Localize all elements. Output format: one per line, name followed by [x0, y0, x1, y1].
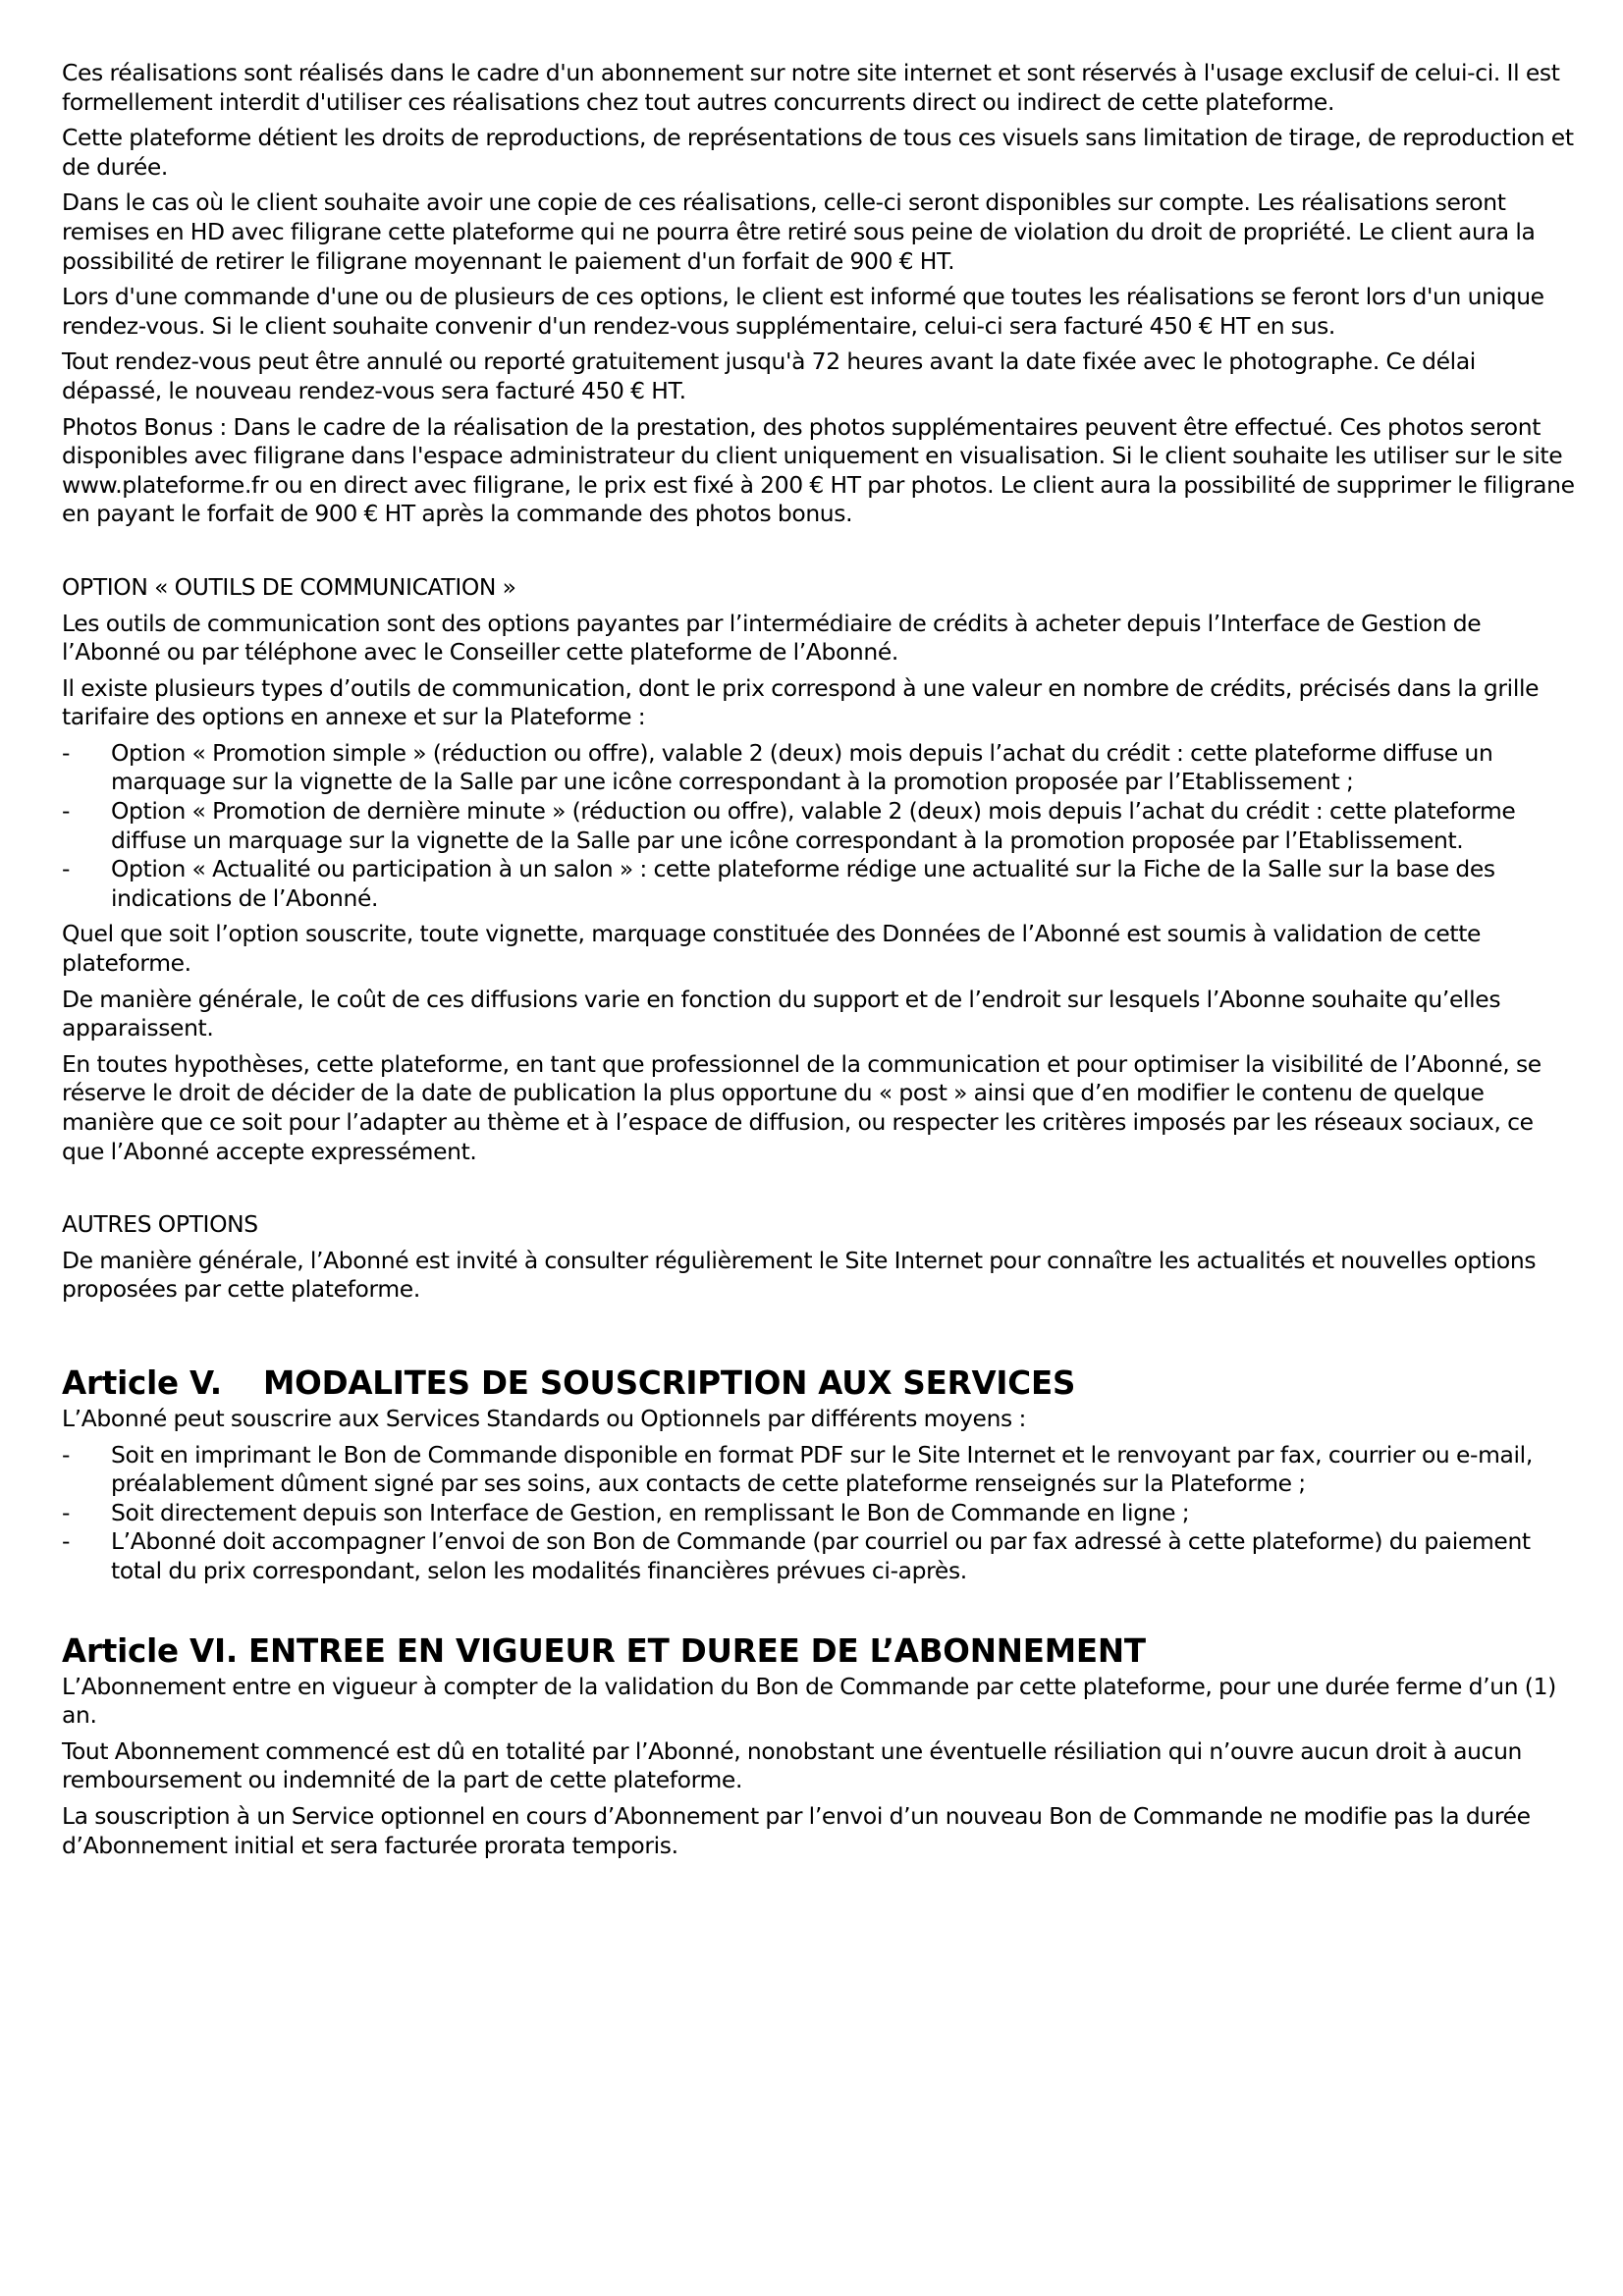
bullet-dash: -: [62, 1440, 71, 1468]
communication-options-list: [62, 739, 1579, 914]
paragraph-souscription-intro: L’Abonné peut souscrire aux Services Standards ou Optionnels par différents moyens :: [62, 1404, 1026, 1432]
paragraph-copie-realisations: Dans le cas où le client souhaite avoir une copie de ces réalisations, celle-ci seront disponibles sur compte. Les réalisations seront remises en HD avec filigrane cette plateforme qui ne pourra être retiré sous peine de violation du droit de propriété. Le client aura la possibilité de retirer le filigrane moyennant le paiement d'un forfait de 900 € HT.: [62, 188, 1536, 275]
paragraph-photos-bonus: Photos Bonus : Dans le cadre de la réalisation de la prestation, des photos supplémentaires peuvent être effectué. Ces photos seront disponibles avec filigrane dans l'espace administrateur du client uniquement en visualisation. Si le client souhaite les utiliser sur le site www.plateforme.fr ou en direct avec filigrane, le prix est fixé à 200 € HT par photos. Le client aura la possibilité de supprimer le filigrane en payant le forfait de 900 € HT après la commande des photos bonus.: [62, 412, 1575, 528]
article-number: Article V.: [62, 1363, 222, 1402]
article-vi-heading: [62, 1632, 1579, 1670]
list-item-text: Option « Actualité ou participation à un salon » : cette plateforme rédige une actualité sur la Fiche de la Salle sur la base des indications de l’Abonné.: [111, 855, 1495, 912]
list-item-text: Soit en imprimant le Bon de Commande disponible en format PDF sur le Site Internet et le renvoyant par fax, courrier ou e-mail, préalablement dûment signé par ses soins, aux contacts de cette plateforme renseignés sur la Plateforme ;: [111, 1440, 1533, 1498]
bullet-dash: -: [62, 738, 71, 767]
paragraph-service-optionnel: La souscription à un Service optionnel en cours d’Abonnement par l’envoi d’un nouveau Bon de Commande ne modifie pas la durée d’Abonnement initial et sera facturée prorata temporis.: [62, 1801, 1531, 1859]
list-item: [62, 1441, 1579, 1499]
document-page: [62, 59, 1579, 1867]
list-item: [62, 855, 1579, 913]
paragraph-abonnement-du: Tout Abonnement commencé est dû en totalité par l’Abonné, nonobstant une éventuelle résiliation qui n’ouvre aucun droit à aucun remboursement ou indemnité de la part de cette plateforme.: [62, 1736, 1523, 1794]
paragraph-annulation-rendez-vous: Tout rendez-vous peut être annulé ou reporté gratuitement jusqu'à 72 heures avant la date fixée avec le photographe. Ce délai dépassé, le nouveau rendez-vous sera facturé 450 € HT.: [62, 347, 1476, 404]
list-item: [62, 1527, 1579, 1585]
article-title: MODALITES DE SOUSCRIPTION AUX SERVICES: [263, 1363, 1076, 1402]
article-title: ENTREE EN VIGUEUR ET DUREE DE L’ABONNEMENT: [248, 1631, 1146, 1670]
section-label-outils-communication: OPTION « OUTILS DE COMMUNICATION »: [62, 572, 516, 601]
section-label-autres-options: AUTRES OPTIONS: [62, 1210, 258, 1239]
souscription-methods-list: [62, 1441, 1579, 1586]
paragraph-outils-payants: Les outils de communication sont des options payantes par l’intermédiaire de crédits à acheter depuis l’Interface de Gestion de l’Abonné ou par téléphone avec le Conseiller cette plateforme de l’Abonné.: [62, 609, 1482, 667]
paragraph-entree-vigueur: L’Abonnement entre en vigueur à compter de la validation du Bon de Commande par cette plateforme, pour une durée ferme d’un (1) an.: [62, 1672, 1556, 1730]
paragraph-rendez-vous-unique: Lors d'une commande d'une ou de plusieurs de ces options, le client est informé que toutes les réalisations se feront lors d'un unique rendez-vous. Si le client souhaite convenir d'un rendez-vous supplémentaire, celui-ci sera facturé 450 € HT en sus.: [62, 283, 1544, 340]
bullet-dash: -: [62, 1498, 71, 1526]
list-item-text: Option « Promotion simple » (réduction ou offre), valable 2 (deux) mois depuis l’achat du crédit : cette plateforme diffuse un marquage sur la vignette de la Salle par une icône correspondant à la promotion proposée par l’Etablissement ;: [111, 738, 1493, 796]
bullet-dash: -: [62, 1527, 71, 1556]
article-number: Article VI.: [62, 1631, 239, 1670]
paragraph-cout-diffusions: De manière générale, le coût de ces diffusions varie en fonction du support et de l’endroit sur lesquels l’Abonne souhaite qu’elles apparaissent.: [62, 985, 1501, 1042]
list-item: [62, 1499, 1579, 1528]
bullet-dash: -: [62, 797, 71, 826]
list-item: [62, 797, 1579, 855]
article-v-heading: [62, 1364, 1579, 1402]
list-item-text: Soit directement depuis son Interface de Gestion, en remplissant le Bon de Commande en ligne ;: [111, 1498, 1190, 1526]
list-item-text: Option « Promotion de dernière minute » (réduction ou offre), valable 2 (deux) mois depuis l’achat du crédit : cette plateforme diffuse un marquage sur la vignette de la Salle par une icône correspondant à la promotion proposée par l’Etablissement.: [111, 797, 1516, 854]
paragraph-usage-exclusif: Ces réalisations sont réalisés dans le cadre d'un abonnement sur notre site internet et sont réservés à l'usage exclusif de celui-ci. Il est formellement interdit d'utiliser ces réalisations chez tout autres concurrents direct ou indirect de cette plateforme.: [62, 59, 1560, 116]
paragraph-droits-reproduction: Cette plateforme détient les droits de reproductions, de représentations de tous ces visuels sans limitation de tirage, de reproduction et de durée.: [62, 124, 1574, 181]
paragraph-types-outils: Il existe plusieurs types d’outils de communication, dont le prix correspond à une valeur en nombre de crédits, précisés dans la grille tarifaire des options en annexe et sur la Plateforme :: [62, 673, 1540, 731]
paragraph-autres-options: De manière générale, l’Abonné est invité à consulter régulièrement le Site Internet pour connaître les actualités et nouvelles options proposées par cette plateforme.: [62, 1246, 1537, 1304]
list-item-text: L’Abonné doit accompagner l’envoi de son Bon de Commande (par courriel ou par fax adressé à cette plateforme) du paiement total du prix correspondant, selon les modalités financières prévues ci-après.: [111, 1527, 1531, 1584]
list-item: [62, 739, 1579, 797]
paragraph-toutes-hypotheses: En toutes hypothèses, cette plateforme, en tant que professionnel de la communication et pour optimiser la visibilité de l’Abonné, se réserve le droit de décider de la date de publication la plus opportune du « post » ainsi que d’en modifier le contenu de quelque manière que ce soit pour l’adapter au thème et à l’espace de diffusion, ou respecter les critères imposés par les réseaux sociaux, ce que l’Abonné accepte expressément.: [62, 1049, 1542, 1165]
bullet-dash: -: [62, 855, 71, 883]
paragraph-validation-vignette: Quel que soit l’option souscrite, toute vignette, marquage constituée des Données de l’Abonné est soumis à validation de cette plateforme.: [62, 920, 1482, 978]
